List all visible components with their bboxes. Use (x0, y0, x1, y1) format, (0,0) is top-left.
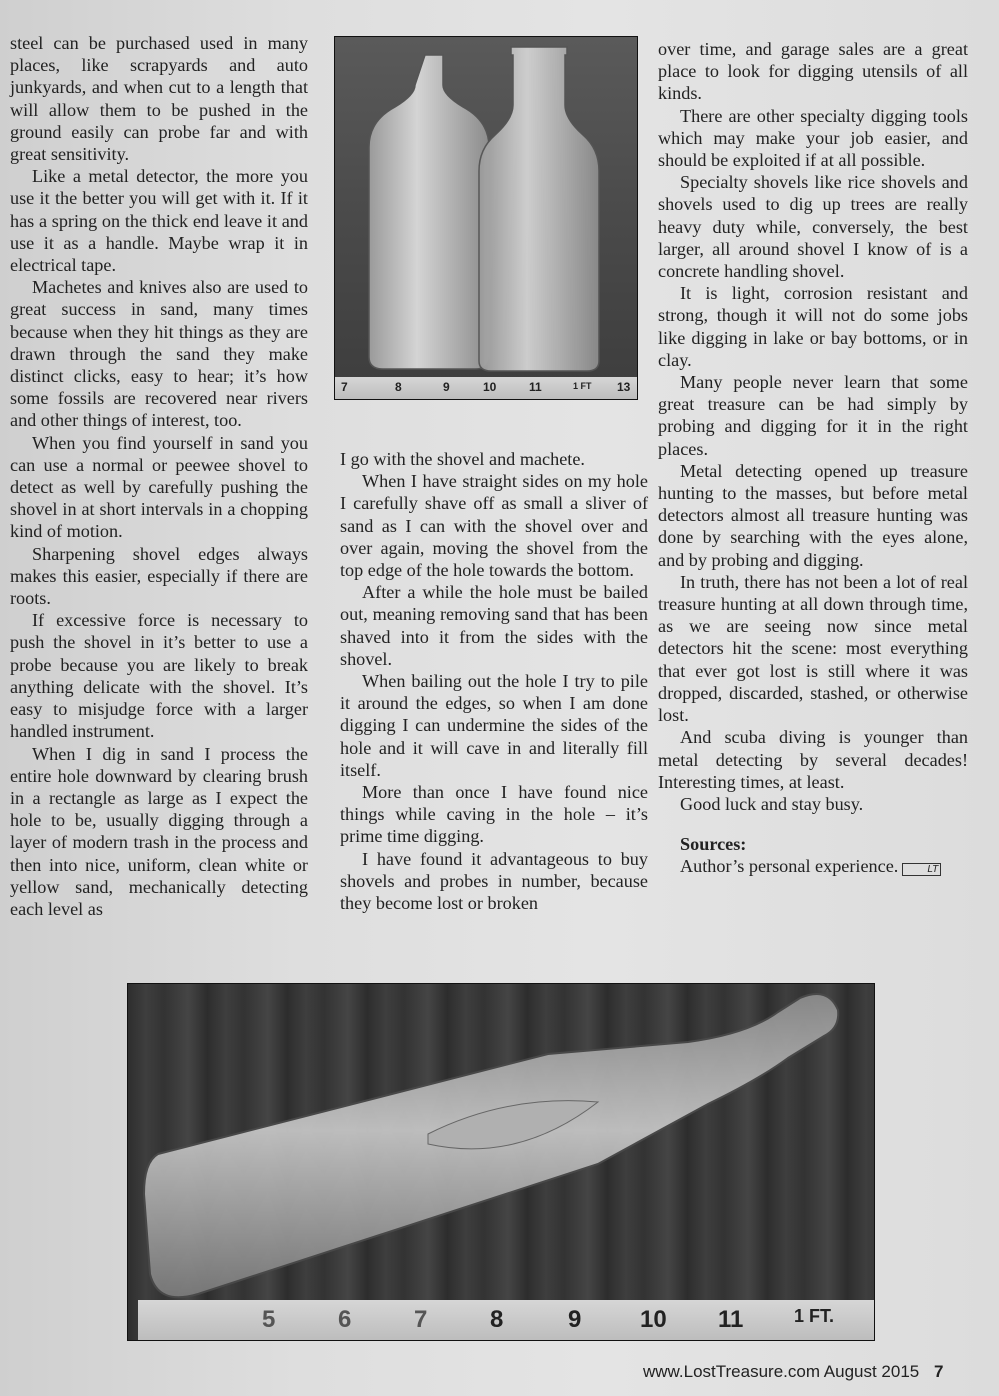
paragraph: In truth, there has not been a lot of real treasure hunting at all down through time, as we are seeing now since metal detectors hit the scene: most everything that ever got lost is still where it was dropped, discarded, stashed, or otherwise lost. (658, 571, 968, 726)
paragraph: Many people never learn that some great treasure can be had simply by probing and digging for it in the right places. (658, 372, 968, 459)
paragraph: When you find yourself in sand you can use a normal or peewee shovel to detect as well by carefully pushing the shovel in at short intervals in a chopping kind of motion. (10, 432, 308, 542)
ruler-mark: 9 (568, 1306, 582, 1333)
paragraph: When I dig in sand I process the entire hole downward by clearing brush in a rectangle as large as I expect the hole to be, usually digging through a layer of modern trash in the process and then into nice, uniform, clean white or yellow sand, mechanically detecting each level as (10, 743, 308, 919)
paragraph: More than once I have found nice things while caving in the hole – it’s prime time digging. (340, 782, 648, 847)
text-column-2 (340, 448, 648, 914)
page-number: 7 (933, 1362, 944, 1381)
page-footer (643, 1362, 943, 1382)
ruler-mark: 11 (529, 380, 542, 394)
paragraph: If excessive force is necessary to push the shovel in it’s better to use a probe because you are likely to break anything delicate with the shovel. It’s easy to misjudge force with a larger handled instrument. (10, 610, 308, 742)
ruler-mark: 8 (490, 1306, 504, 1333)
bottles-photo (334, 36, 638, 400)
ruler-mark: 11 (718, 1306, 744, 1333)
text-column-3 (658, 38, 968, 878)
text-column-1 (10, 32, 308, 920)
ruler-mark: 10 (640, 1306, 667, 1333)
ruler-mark: 9 (443, 380, 450, 394)
ruler-mark: 6 (338, 1306, 352, 1333)
paragraph: Specialty shovels like rice shovels and shovels used to dig up trees are really heavy duty while, conversely, the best larger, all around shovel I know of is a concrete handling shovel. (658, 172, 968, 282)
sources-text (658, 855, 968, 877)
bottle-illustration (128, 984, 874, 1340)
paragraph: There are other specialty digging tools which may make your job easier, and should be exploited if at all possible. (658, 105, 968, 171)
paragraph: When I have straight sides on my hole I carefully shave off as small a sliver of sand as I can with the shovel over and over again, moving the shovel from the top edge of the hole towards the bottom. (340, 471, 648, 581)
bottle-on-wood-photo (127, 983, 875, 1341)
ruler-mark: 13 (617, 380, 631, 394)
paragraph: Machetes and knives also are used to great success in sand, many times because when they hit things as they are drawn through the sand they make distinct clicks, easy to hear; it’s how some fossils are recovered near rivers and other things of interest, too. (10, 277, 308, 431)
footer-site: www.LostTreasure.com (643, 1362, 820, 1381)
ruler-bottom (138, 1300, 874, 1340)
paragraph: After a while the hole must be bailed out, meaning removing sand that has been shaved into it from the sides with the shovel. (340, 582, 648, 669)
ruler-mark: 5 (262, 1306, 276, 1333)
paragraph: I go with the shovel and machete. (340, 449, 585, 469)
ruler-mark: 1 FT. (794, 1306, 835, 1326)
paragraph: Metal detecting opened up treasure hunting to the masses, but before metal detectors almost all treasure hunting was done by searching with the eyes alone, and by probing and digging. (658, 460, 968, 570)
paragraph: steel can be purchased used in many places, like scrapyards and auto junkyards, and when cut to a length that will allow them to be pushed in the ground easily can probe far and with great sensitivity. (10, 33, 308, 165)
paragraph: When bailing out the hole I try to pile it around the edges, so when I am done digging I can undermine the sides of the hole and it will cave in and literally fill itself. (340, 671, 648, 780)
paragraph: Like a metal detector, the more you use it the better you will get with it. If it has a spring on the thick end leave it and use it as a handle. Maybe wrap it in electrical tape. (10, 166, 308, 276)
end-mark-badge: LT (902, 863, 941, 876)
paragraph: Sharpening shovel edges always makes this easier, especially if there are roots. (10, 543, 308, 609)
bottles-illustration (335, 37, 637, 399)
ruler-mark: 1 FT (573, 381, 592, 391)
paragraph: And scuba diving is younger than metal detecting by several decades! Interesting times, at least. (658, 727, 968, 792)
ruler-mark: 8 (395, 380, 402, 394)
paragraph: I have found it advantageous to buy shovels and probes in number, because they become lost or broken (340, 848, 648, 914)
footer-issue: August 2015 (823, 1362, 920, 1381)
sources-text-content: Author’s personal experience. (680, 856, 899, 877)
paragraph: It is light, corrosion resistant and strong, though it will not do some jobs like digging in lake or bay bottoms, or in clay. (658, 283, 968, 370)
ruler-top (335, 377, 637, 399)
ruler-mark: 7 (341, 380, 348, 394)
sources-heading: Sources: (680, 834, 747, 855)
ruler-mark: 7 (414, 1306, 428, 1333)
ruler-mark: 10 (483, 380, 497, 394)
paragraph: over time, and garage sales are a great place to look for digging utensils of all kinds. (658, 39, 968, 104)
paragraph: Good luck and stay busy. (680, 793, 864, 814)
